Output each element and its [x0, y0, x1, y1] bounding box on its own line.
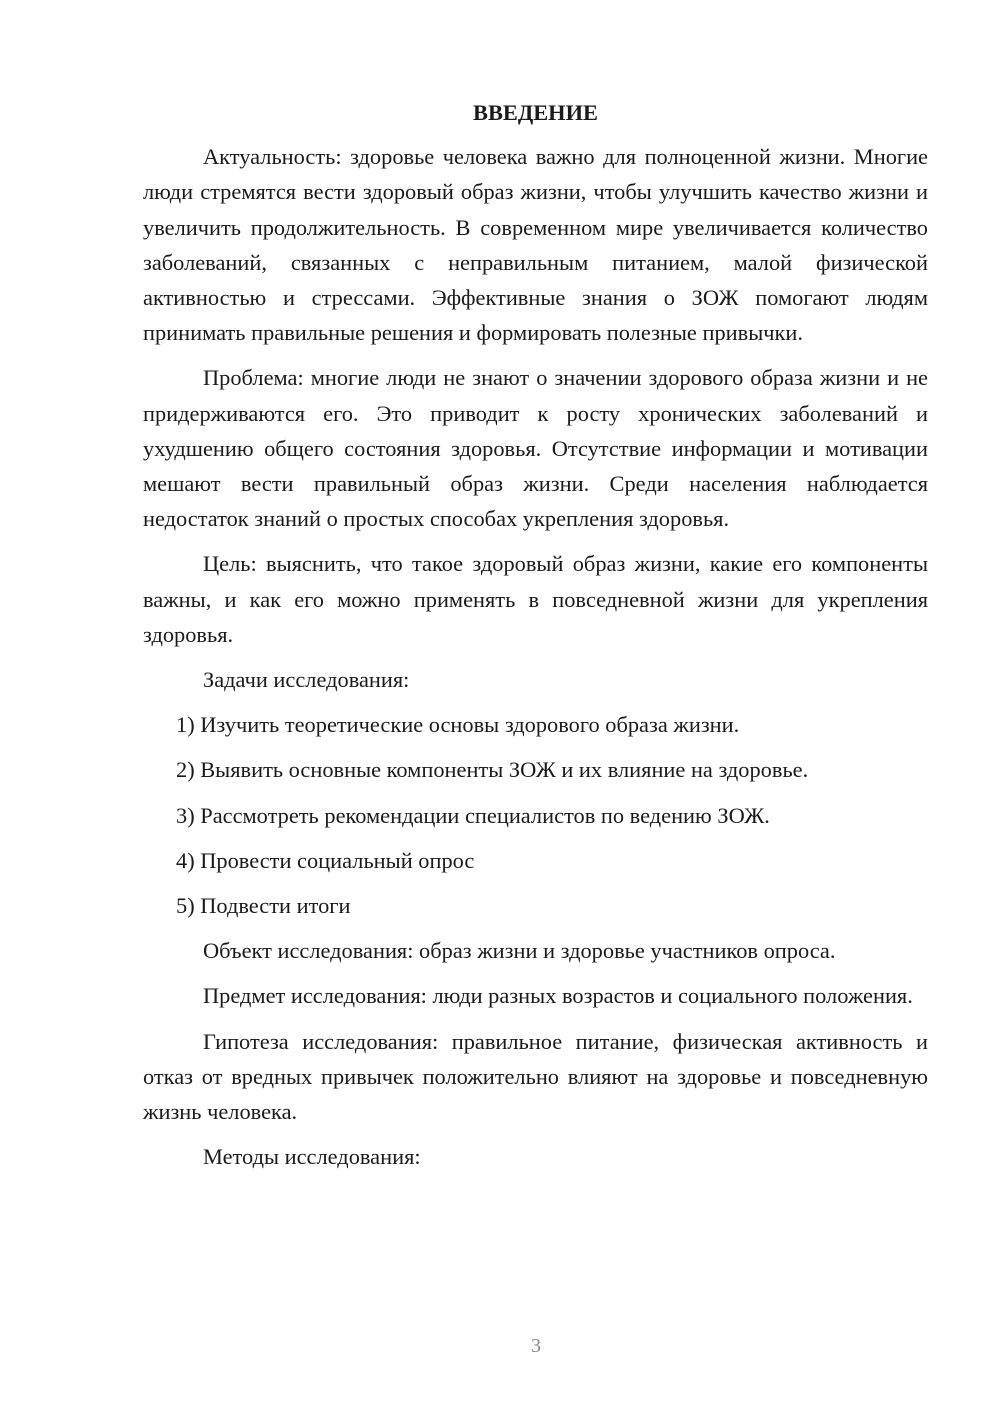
- task-item: 2) Выявить основные компоненты ЗОЖ и их влияние на здоровье.: [176, 757, 809, 783]
- paragraph-goal: Цель: выяснить, что такое здоровый образ жизни, какие его компоненты важны, и как его можно применять в повседневной жизни для укрепления здоровья.: [143, 551, 928, 647]
- task-item: 4) Провести социальный опрос: [176, 847, 475, 873]
- research-hypothesis: Гипотеза исследования: правильное питание, физическая активность и отказ от вредных привычек положительно влияют на здоровье и повседневную жизнь человека.: [143, 1028, 928, 1125]
- paragraph-relevance: Актуальность: здоровье человека важно для полноценной жизни. Многие люди стремятся вести здоровый образ жизни, чтобы улучшить качество жизни и увеличить продолжительность. В современном мире увеличивается количество заболеваний, связанных с неправильным питанием, малой физической активностью и стрессами. Эффективные знания о ЗОЖ помогают людям принимать правильные решения и формировать полезные привычки.: [143, 144, 928, 346]
- research-subject: Предмет исследования: люди разных возрастов и социального положения.: [203, 983, 913, 1009]
- task-item: 5) Подвести итоги: [176, 893, 351, 919]
- tasks-heading: Задачи исследования:: [203, 667, 410, 693]
- section-title: ВВЕДЕНИЕ: [473, 100, 598, 125]
- page-content: [143, 95, 928, 1184]
- methods-heading: Методы исследования:: [203, 1144, 421, 1170]
- task-item: 1) Изучить теоретические основы здорового образа жизни.: [176, 712, 740, 738]
- page-number: 3: [531, 1335, 541, 1357]
- task-item: 3) Рассмотреть рекомендации специалистов по ведению ЗОЖ.: [176, 802, 770, 828]
- research-object: Объект исследования: образ жизни и здоровье участников опроса.: [203, 938, 836, 964]
- paragraph-problem: Проблема: многие люди не знают о значении здорового образа жизни и не придерживаются его. Это приводит к росту хронических заболеваний и ухудшению общего состояния здоровья. Отсутствие информации и мотивации мешают вести правильный образ жизни. Среди населения наблюдается недостаток знаний о простых способах укрепления здоровья.: [143, 365, 928, 532]
